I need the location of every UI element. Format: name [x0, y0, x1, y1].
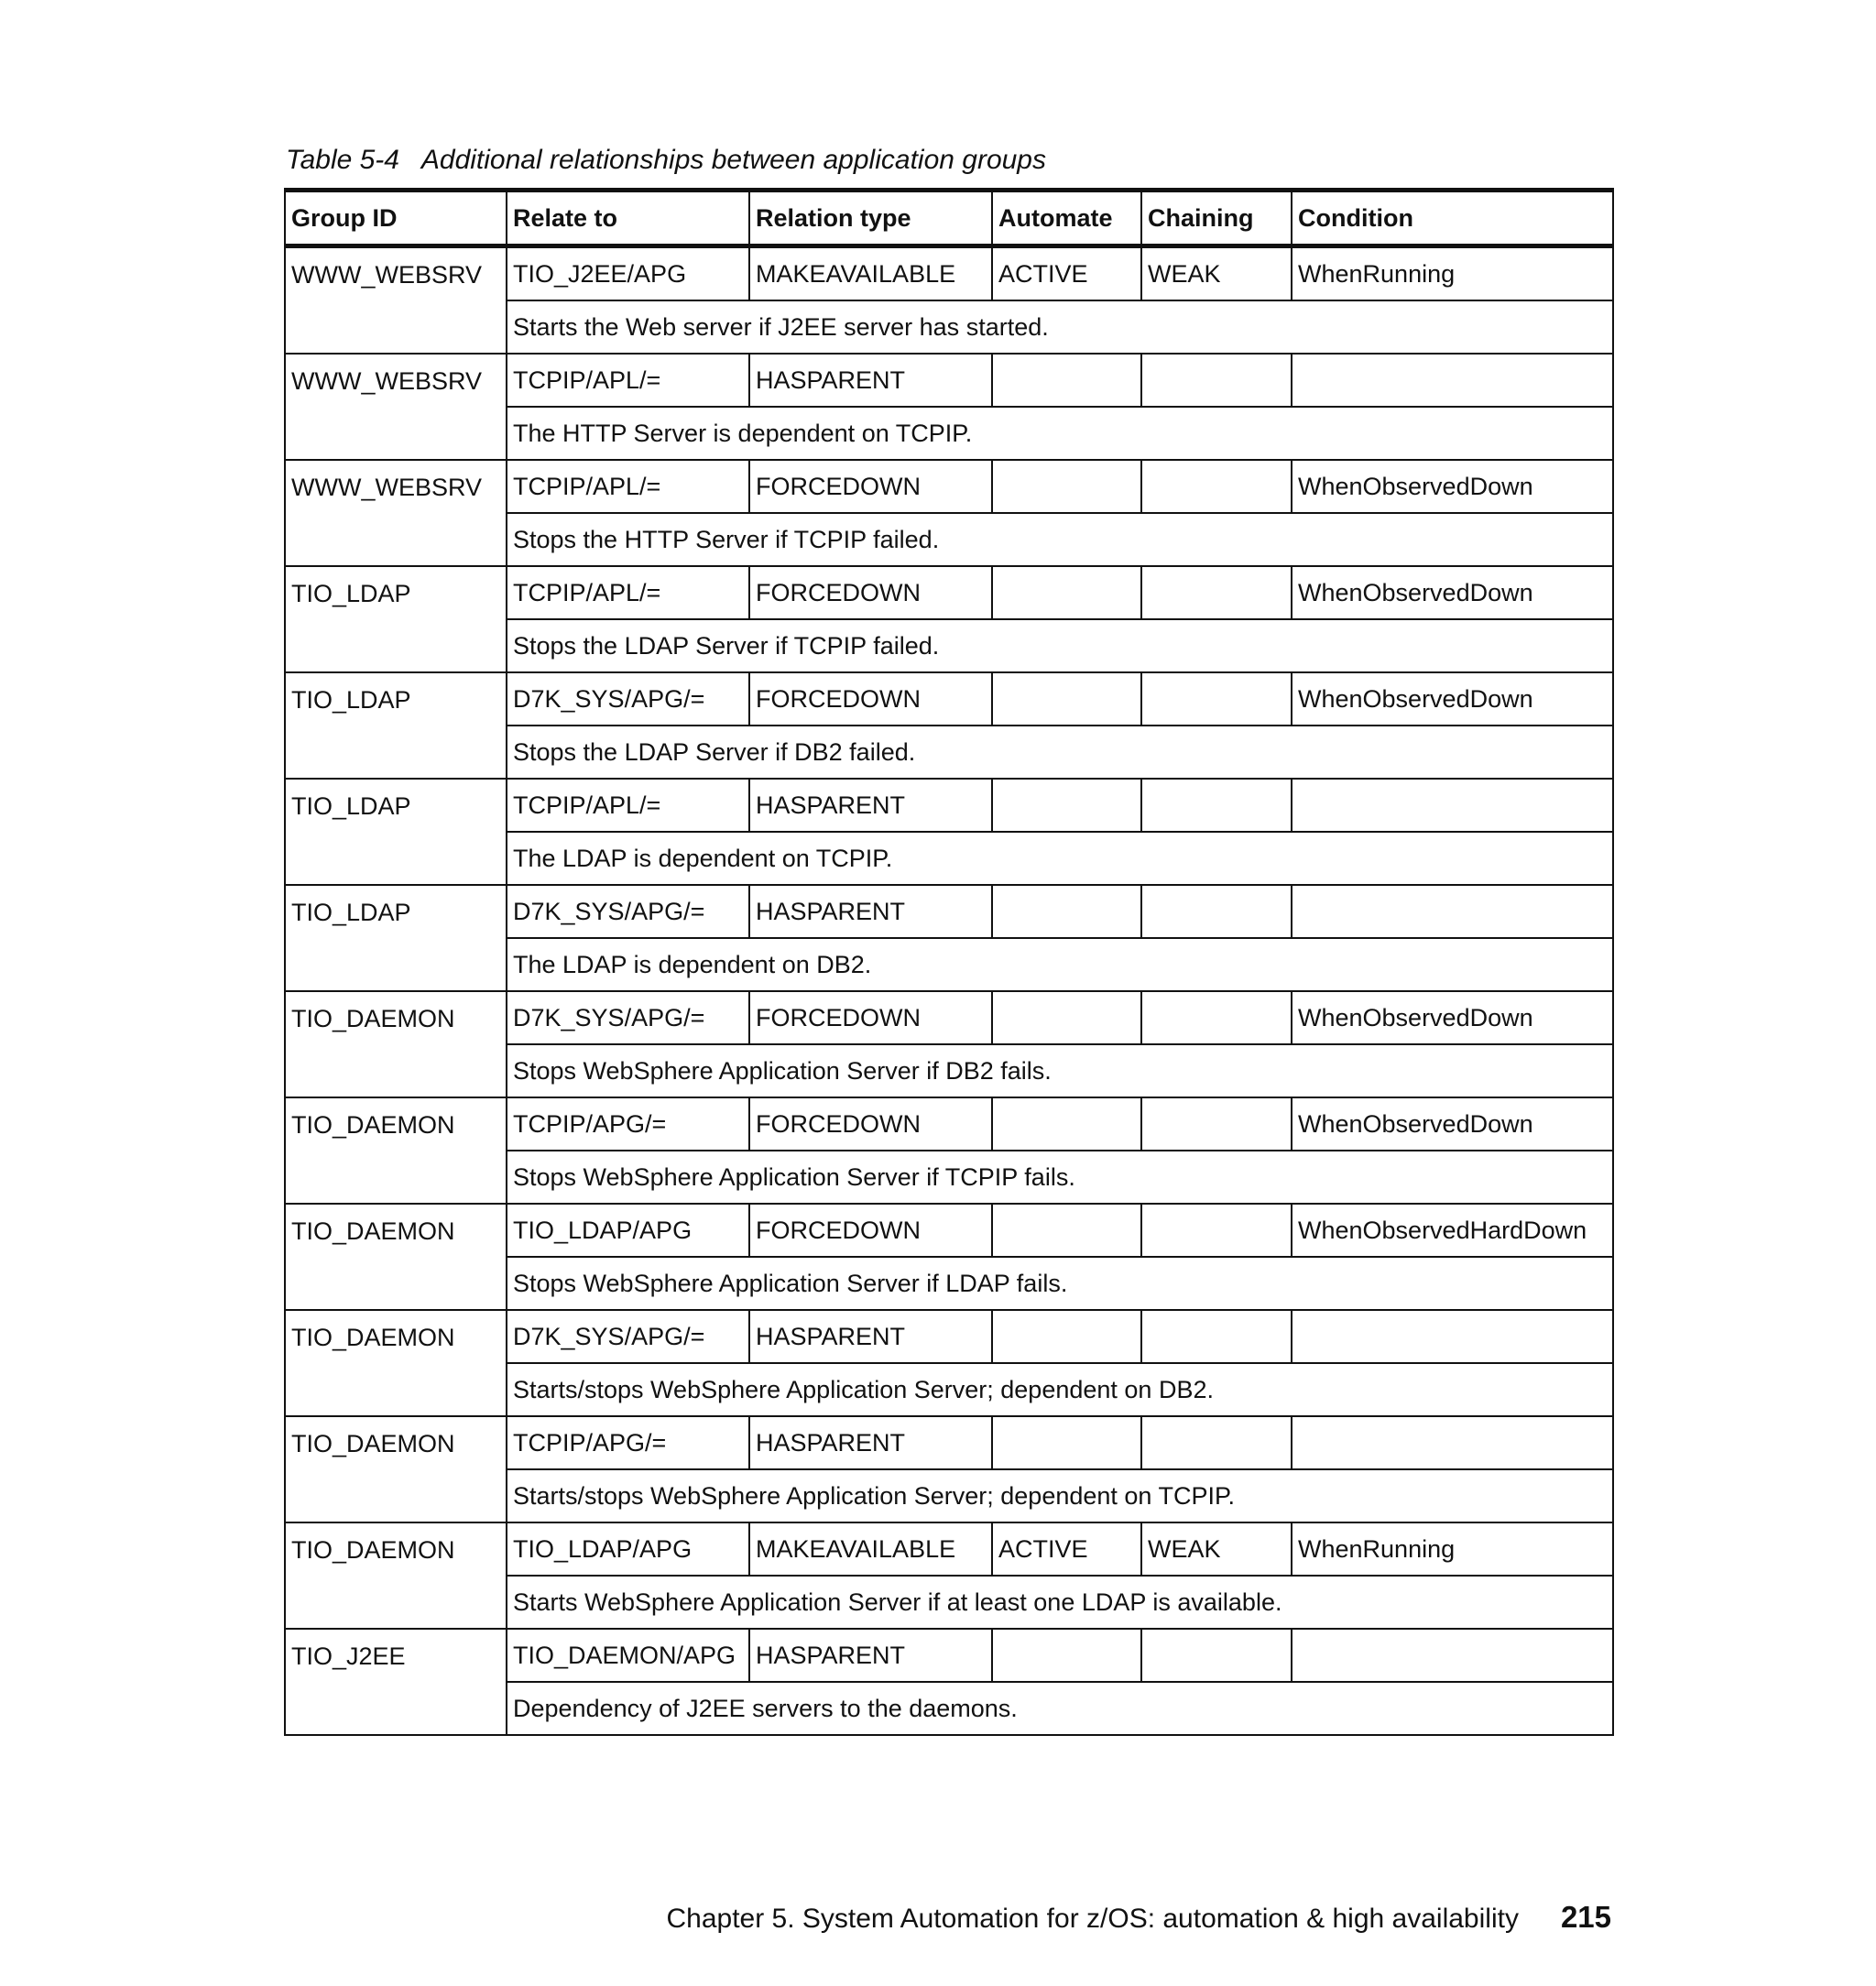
description-cell: Stops the HTTP Server if TCPIP failed.	[507, 513, 1613, 566]
chaining-cell	[1141, 354, 1292, 407]
condition-cell	[1292, 885, 1613, 938]
page-footer	[666, 1900, 1611, 1935]
header-relate-to: Relate to	[507, 191, 749, 246]
header-chaining: Chaining	[1141, 191, 1292, 246]
table-row	[285, 779, 1613, 832]
group-id-cell: WWW_WEBSRV	[285, 354, 507, 460]
automate-cell	[992, 991, 1141, 1044]
relation-type-cell: FORCEDOWN	[749, 1097, 992, 1151]
chaining-cell: WEAK	[1141, 1522, 1292, 1576]
automate-cell	[992, 460, 1141, 513]
chaining-cell	[1141, 672, 1292, 726]
relationships-table	[284, 188, 1614, 1736]
description-cell: Starts WebSphere Application Server if at least one LDAP is available.	[507, 1576, 1613, 1629]
chaining-cell	[1141, 1204, 1292, 1257]
header-condition: Condition	[1292, 191, 1613, 246]
condition-cell: WhenRunning	[1292, 1522, 1613, 1576]
group-id-cell: TIO_DAEMON	[285, 1204, 507, 1310]
table-row	[285, 991, 1613, 1044]
automate-cell	[992, 885, 1141, 938]
condition-cell: WhenRunning	[1292, 246, 1613, 301]
group-id-cell: TIO_J2EE	[285, 1629, 507, 1735]
header-automate: Automate	[992, 191, 1141, 246]
relation-type-cell: HASPARENT	[749, 354, 992, 407]
relation-type-cell: HASPARENT	[749, 1416, 992, 1469]
chaining-cell	[1141, 991, 1292, 1044]
header-row	[285, 191, 1613, 246]
relate-to-cell: TIO_J2EE/APG	[507, 246, 749, 301]
relation-type-cell: HASPARENT	[749, 1310, 992, 1363]
condition-cell: WhenObservedDown	[1292, 460, 1613, 513]
automate-cell	[992, 779, 1141, 832]
table-row	[285, 566, 1613, 619]
condition-cell: WhenObservedDown	[1292, 991, 1613, 1044]
automate-cell	[992, 566, 1141, 619]
chaining-cell	[1141, 460, 1292, 513]
relate-to-cell: TCPIP/APG/=	[507, 1097, 749, 1151]
description-cell: The LDAP is dependent on DB2.	[507, 938, 1613, 991]
relate-to-cell: TCPIP/APL/=	[507, 354, 749, 407]
table-row	[285, 354, 1613, 407]
table-row	[285, 672, 1613, 726]
description-cell: Starts/stops WebSphere Application Server; dependent on TCPIP.	[507, 1469, 1613, 1522]
relate-to-cell: TCPIP/APL/=	[507, 779, 749, 832]
automate-cell	[992, 1097, 1141, 1151]
table-caption: Table 5-4 Additional relationships between application groups	[286, 145, 1046, 175]
chapter-title: Chapter 5. System Automation for z/OS: automation & high availability	[666, 1904, 1519, 1934]
condition-cell: WhenObservedDown	[1292, 672, 1613, 726]
automate-cell: ACTIVE	[992, 1522, 1141, 1576]
automate-cell	[992, 1416, 1141, 1469]
relation-type-cell: HASPARENT	[749, 779, 992, 832]
relate-to-cell: TCPIP/APG/=	[507, 1416, 749, 1469]
relation-type-cell: MAKEAVAILABLE	[749, 1522, 992, 1576]
table-row	[285, 460, 1613, 513]
group-id-cell: TIO_DAEMON	[285, 1097, 507, 1204]
table-row	[285, 1629, 1613, 1682]
table-row	[285, 1310, 1613, 1363]
condition-cell: WhenObservedDown	[1292, 1097, 1613, 1151]
condition-cell	[1292, 354, 1613, 407]
group-id-cell: WWW_WEBSRV	[285, 246, 507, 355]
description-cell: Dependency of J2EE servers to the daemons.	[507, 1682, 1613, 1735]
group-id-cell: TIO_DAEMON	[285, 1310, 507, 1416]
relate-to-cell: D7K_SYS/APG/=	[507, 885, 749, 938]
table-body	[285, 246, 1613, 1736]
table-row	[285, 1204, 1613, 1257]
relation-type-cell: FORCEDOWN	[749, 991, 992, 1044]
chaining-cell	[1141, 1310, 1292, 1363]
relate-to-cell: D7K_SYS/APG/=	[507, 991, 749, 1044]
description-cell: Starts/stops WebSphere Application Server; dependent on DB2.	[507, 1363, 1613, 1416]
automate-cell	[992, 1204, 1141, 1257]
table-row	[285, 1416, 1613, 1469]
description-cell: Stops WebSphere Application Server if TCPIP fails.	[507, 1151, 1613, 1204]
chaining-cell	[1141, 1629, 1292, 1682]
condition-cell	[1292, 1629, 1613, 1682]
relate-to-cell: D7K_SYS/APG/=	[507, 672, 749, 726]
chaining-cell	[1141, 1097, 1292, 1151]
automate-cell	[992, 354, 1141, 407]
description-cell: The LDAP is dependent on TCPIP.	[507, 832, 1613, 885]
header-group-id: Group ID	[285, 191, 507, 246]
chaining-cell	[1141, 885, 1292, 938]
group-id-cell: TIO_DAEMON	[285, 991, 507, 1097]
condition-cell	[1292, 779, 1613, 832]
description-cell: Stops the LDAP Server if DB2 failed.	[507, 726, 1613, 779]
chaining-cell: WEAK	[1141, 246, 1292, 301]
table-row	[285, 885, 1613, 938]
table-row	[285, 1522, 1613, 1576]
condition-cell	[1292, 1310, 1613, 1363]
relation-type-cell: FORCEDOWN	[749, 460, 992, 513]
description-cell: The HTTP Server is dependent on TCPIP.	[507, 407, 1613, 460]
relate-to-cell: TCPIP/APL/=	[507, 460, 749, 513]
condition-cell: WhenObservedDown	[1292, 566, 1613, 619]
automate-cell	[992, 1310, 1141, 1363]
group-id-cell: TIO_LDAP	[285, 885, 507, 991]
condition-cell: WhenObservedHardDown	[1292, 1204, 1613, 1257]
automate-cell	[992, 672, 1141, 726]
page-number: 215	[1560, 1900, 1611, 1934]
relate-to-cell: TIO_LDAP/APG	[507, 1204, 749, 1257]
relate-to-cell: TIO_DAEMON/APG	[507, 1629, 749, 1682]
condition-cell	[1292, 1416, 1613, 1469]
relation-type-cell: FORCEDOWN	[749, 672, 992, 726]
relation-type-cell: MAKEAVAILABLE	[749, 246, 992, 301]
table-row	[285, 246, 1613, 301]
group-id-cell: TIO_LDAP	[285, 566, 507, 672]
group-id-cell: WWW_WEBSRV	[285, 460, 507, 566]
chaining-cell	[1141, 1416, 1292, 1469]
relation-type-cell: HASPARENT	[749, 885, 992, 938]
automate-cell	[992, 1629, 1141, 1682]
group-id-cell: TIO_DAEMON	[285, 1416, 507, 1522]
table-row	[285, 1097, 1613, 1151]
automate-cell: ACTIVE	[992, 246, 1141, 301]
chaining-cell	[1141, 566, 1292, 619]
description-cell: Stops the LDAP Server if TCPIP failed.	[507, 619, 1613, 672]
relate-to-cell: D7K_SYS/APG/=	[507, 1310, 749, 1363]
description-cell: Stops WebSphere Application Server if LDAP fails.	[507, 1257, 1613, 1310]
chaining-cell	[1141, 779, 1292, 832]
relation-type-cell: FORCEDOWN	[749, 566, 992, 619]
relation-type-cell: HASPARENT	[749, 1629, 992, 1682]
relation-type-cell: FORCEDOWN	[749, 1204, 992, 1257]
relate-to-cell: TCPIP/APL/=	[507, 566, 749, 619]
header-relation-type: Relation type	[749, 191, 992, 246]
group-id-cell: TIO_LDAP	[285, 672, 507, 779]
group-id-cell: TIO_DAEMON	[285, 1522, 507, 1629]
group-id-cell: TIO_LDAP	[285, 779, 507, 885]
description-cell: Starts the Web server if J2EE server has started.	[507, 300, 1613, 354]
relate-to-cell: TIO_LDAP/APG	[507, 1522, 749, 1576]
description-cell: Stops WebSphere Application Server if DB2 fails.	[507, 1044, 1613, 1097]
